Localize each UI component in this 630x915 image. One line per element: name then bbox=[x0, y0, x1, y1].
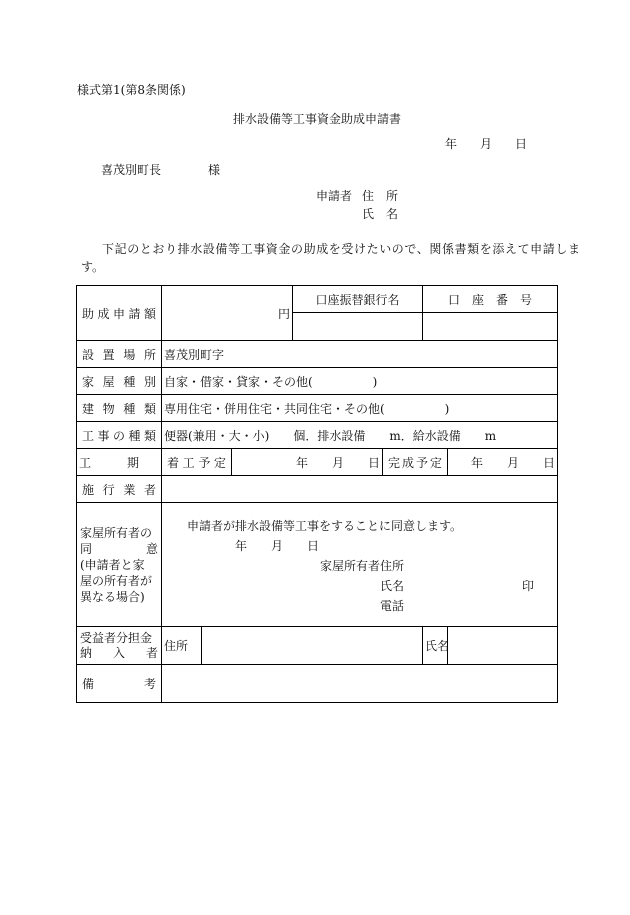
owner-consent-field[interactable] bbox=[162, 503, 558, 627]
beneficiary-label-line2: 納 入 者 bbox=[80, 645, 158, 660]
applicant-address-label: 住 所 bbox=[362, 189, 399, 203]
owner-address-label: 家屋所有者住所 bbox=[320, 559, 405, 573]
owner-consent-label-line3: (申請者と家 bbox=[80, 557, 145, 572]
building-type-field[interactable]: 専用住宅・併用住宅・共同住宅・その他( ) bbox=[162, 395, 558, 422]
beneficiary-address-field[interactable] bbox=[202, 627, 423, 665]
grant-amount-field[interactable] bbox=[162, 286, 293, 341]
house-type-field[interactable]: 自家・借家・貸家・その他( ) bbox=[162, 368, 558, 395]
body-text-line2: す。 bbox=[81, 260, 105, 274]
bank-name-header: 口座振替銀行名 bbox=[293, 286, 423, 313]
date-month: 月 bbox=[480, 137, 493, 151]
date-day: 日 bbox=[515, 137, 528, 151]
beneficiary-name-label: 氏名 bbox=[423, 627, 448, 665]
start-date-field[interactable]: 年 月 日 bbox=[232, 449, 383, 476]
addressee-honorific: 様 bbox=[208, 163, 221, 177]
account-number-field[interactable] bbox=[423, 313, 558, 341]
consent-date: 年 月 日 bbox=[235, 539, 320, 553]
end-date-field[interactable]: 年 月 日 bbox=[448, 449, 558, 476]
owner-consent-label-line4: 屋の所有者が bbox=[80, 573, 153, 588]
beneficiary-label bbox=[77, 627, 162, 665]
body-text-line1: 下記のとおり排水設備等工事資金の助成を受けたいので、関係書類を添えて申請しま bbox=[102, 242, 581, 256]
start-label: 着 工 予 定 bbox=[162, 449, 232, 476]
grant-amount-label: 助 成 申 請 額 bbox=[77, 286, 162, 341]
building-type-label: 建 物 種 類 bbox=[77, 395, 162, 422]
owner-consent-label-line2: 同 意 bbox=[80, 541, 158, 556]
owner-phone-label: 電話 bbox=[380, 599, 405, 613]
applicant-name-label: 氏 名 bbox=[362, 207, 399, 221]
beneficiary-address-label: 住所 bbox=[162, 627, 202, 665]
document-title: 排水設備等工事資金助成申請書 bbox=[233, 112, 402, 126]
date-year: 年 bbox=[445, 137, 458, 151]
application-table bbox=[76, 285, 558, 703]
period-label: 工 期 bbox=[77, 449, 162, 476]
account-number-header: 口 座 番 号 bbox=[423, 286, 558, 313]
house-type-label: 家 屋 種 別 bbox=[77, 368, 162, 395]
contractor-label: 施 行 業 者 bbox=[77, 476, 162, 503]
beneficiary-name-field[interactable] bbox=[448, 627, 558, 665]
owner-consent-label-line5: 異なる場合) bbox=[80, 589, 145, 604]
contractor-field[interactable] bbox=[162, 476, 558, 503]
applicant-label: 申請者 bbox=[316, 189, 353, 203]
location-label: 設 置 場 所 bbox=[77, 341, 162, 368]
owner-consent-label-line1: 家屋所有者の bbox=[80, 525, 153, 540]
work-type-label: 工 事 の 種 類 bbox=[77, 422, 162, 449]
location-field[interactable]: 喜茂別町字 bbox=[162, 341, 558, 368]
beneficiary-label-line1: 受益者分担金 bbox=[80, 630, 153, 645]
end-label: 完 成 予 定 bbox=[383, 449, 448, 476]
consent-statement: 申請者が排水設備等工事をすることに同意します。 bbox=[187, 519, 463, 533]
owner-consent-label bbox=[77, 503, 162, 627]
work-type-field[interactable]: 便器(兼用・大・小) 個．排水設備 m．給水設備 m bbox=[162, 422, 558, 449]
form-number: 様式第1(第8条関係) bbox=[77, 83, 186, 97]
remarks-field[interactable] bbox=[162, 665, 558, 703]
grant-amount-unit: 円 bbox=[277, 306, 290, 321]
remarks-label: 備 考 bbox=[77, 665, 162, 703]
bank-name-field[interactable] bbox=[293, 313, 423, 341]
owner-name-label: 氏名 bbox=[380, 579, 405, 593]
addressee-name: 喜茂別町長 bbox=[101, 163, 162, 177]
seal-mark: 印 bbox=[522, 579, 535, 593]
